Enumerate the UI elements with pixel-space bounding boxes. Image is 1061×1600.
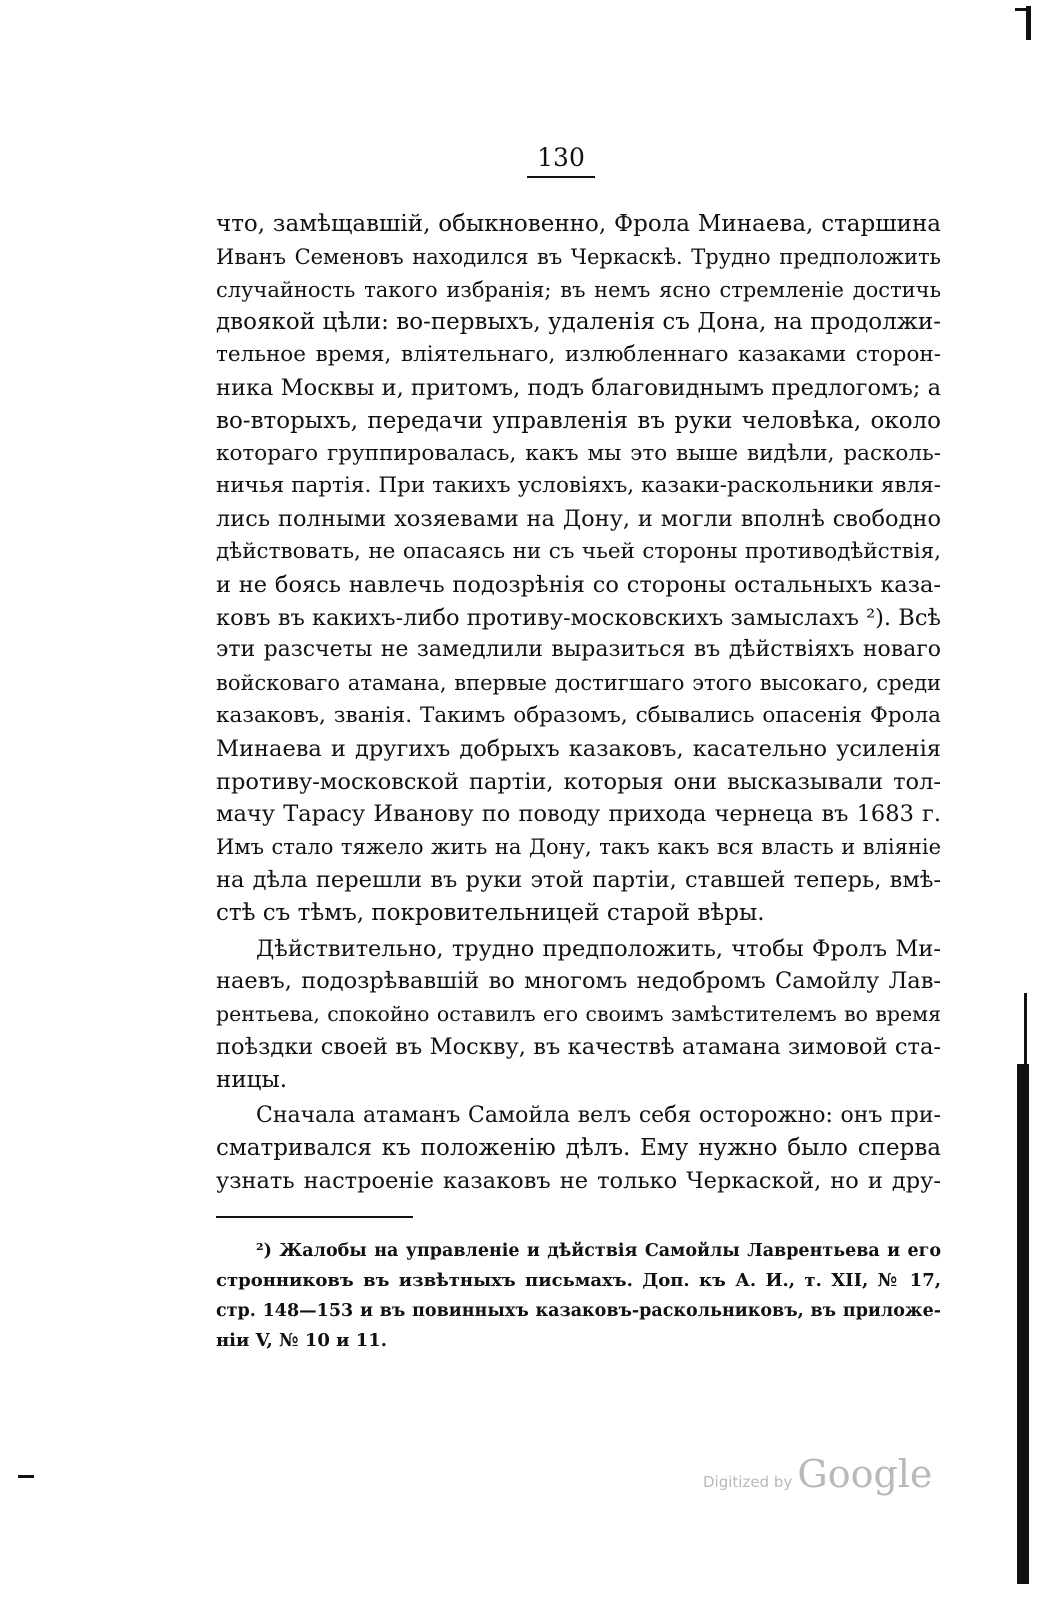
body-line: ника Москвы и, притомъ, подъ благовиднымъ предлогомъ; а	[216, 374, 941, 401]
body-line: Имъ стало тяжело жить на Дону, такъ какъ вся власть и вліяніе	[216, 835, 941, 860]
body-line: Иванъ Семеновъ находился въ Черкаскѣ. Трудно предположить	[216, 244, 941, 269]
google-logo: Google	[797, 1452, 933, 1496]
body-line: Сначала атаманъ Самойла велъ себя осторожно: онъ при-	[256, 1102, 941, 1128]
body-line: котораго группировалась, какъ мы это выше видѣли, расколь-	[216, 440, 941, 466]
footnote-line: ніи V, № 10 и 11.	[216, 1330, 388, 1351]
scan-edge-mark-left	[18, 1475, 34, 1478]
footnote-line: стронниковъ въ извѣтныхъ письмахъ. Доп. къ А. И., т. XII, № 17,	[216, 1270, 941, 1291]
body-line: казаковъ, званія. Такимъ образомъ, сбывались опасенія Фрола	[216, 702, 941, 728]
digitized-watermark	[703, 1452, 932, 1496]
body-line: во-вторыхъ, передачи управленія въ руки человѣка, около	[216, 407, 941, 434]
body-line: сматривался къ положенію дѣлъ. Ему нужно было сперва	[216, 1135, 941, 1162]
body-line: стѣ съ тѣмъ, покровительницей старой вѣры.	[216, 899, 765, 926]
body-line: рентьева, спокойно оставилъ его своимъ замѣстителемъ во время	[216, 1002, 941, 1027]
body-text	[216, 208, 941, 1198]
footnote-rule	[216, 1216, 413, 1218]
scan-edge-mark-right	[1017, 1064, 1029, 1584]
page-number-rule	[527, 176, 595, 178]
body-line: войсковаго атамана, впервые достигшаго этого высокаго, среди	[216, 671, 941, 696]
body-line: Минаева и другихъ добрыхъ казаковъ, касательно усиленія	[216, 735, 941, 762]
body-line: дѣйствовать, не опасаясь ни съ чьей стороны противодѣйствія,	[216, 538, 941, 564]
footnote-line: ²) Жалобы на управленіе и дѣйствія Самойлы Лаврентьева и его	[256, 1241, 941, 1261]
body-line: узнать настроеніе казаковъ не только Черкаской, но и дру-	[216, 1168, 941, 1195]
body-line: и не боясь навлечь подозрѣнія со стороны остальныхъ каза-	[216, 571, 941, 598]
body-line: ковъ въ какихъ-либо противу-московскихъ замыслахъ ²). Всѣ	[216, 604, 941, 631]
body-line: наевъ, подозрѣвавшій во многомъ недобромъ Самойлу Лав-	[216, 968, 941, 995]
body-line: лись полными хозяевами на Дону, и могли вполнѣ свободно	[216, 506, 941, 533]
body-line: эти разсчеты не замедлили выразиться въ дѣйствіяхъ новаго	[216, 637, 941, 663]
body-line: противу-московской партіи, которыя они высказывали тол-	[216, 768, 941, 795]
body-line: ничья партія. При такихъ условіяхъ, казаки-раскольники явля-	[216, 473, 941, 499]
body-line: мачу Тарасу Иванову по поводу прихода чернеца въ 1683 г.	[216, 801, 941, 828]
scan-edge-mark-top	[1026, 6, 1031, 40]
body-line: что, замѣщавшій, обыкновенно, Фрола Минаева, старшина	[216, 211, 941, 237]
page-number: 130	[537, 143, 585, 172]
body-line: случайность такого избранія; въ немъ ясно стремленіе достичь	[216, 277, 941, 302]
watermark-prefix: Digitized by	[703, 1473, 793, 1491]
scan-edge-mark-right-thin	[1024, 993, 1027, 1068]
body-line: поѣздки своей въ Москву, въ качествѣ атамана зимовой ста-	[216, 1033, 941, 1060]
body-line: тельное время, вліятельнаго, излюбленнаго казаками сторон-	[216, 342, 941, 368]
footnotes	[216, 1236, 941, 1356]
footnote-line: стр. 148—153 и въ повинныхъ казаковъ-раскольниковъ, въ приложе-	[216, 1301, 941, 1321]
body-line: на дѣла перешли въ руки этой партіи, ставшей теперь, вмѣ-	[216, 866, 941, 893]
scan-edge-mark-top-tick	[1015, 8, 1027, 11]
body-line: ницы.	[216, 1066, 288, 1093]
body-line: двоякой цѣли: во-первыхъ, удаленія съ Дона, на продолжи-	[216, 309, 941, 336]
body-line: Дѣйствительно, трудно предположить, чтобы Фролъ Ми-	[256, 935, 941, 962]
